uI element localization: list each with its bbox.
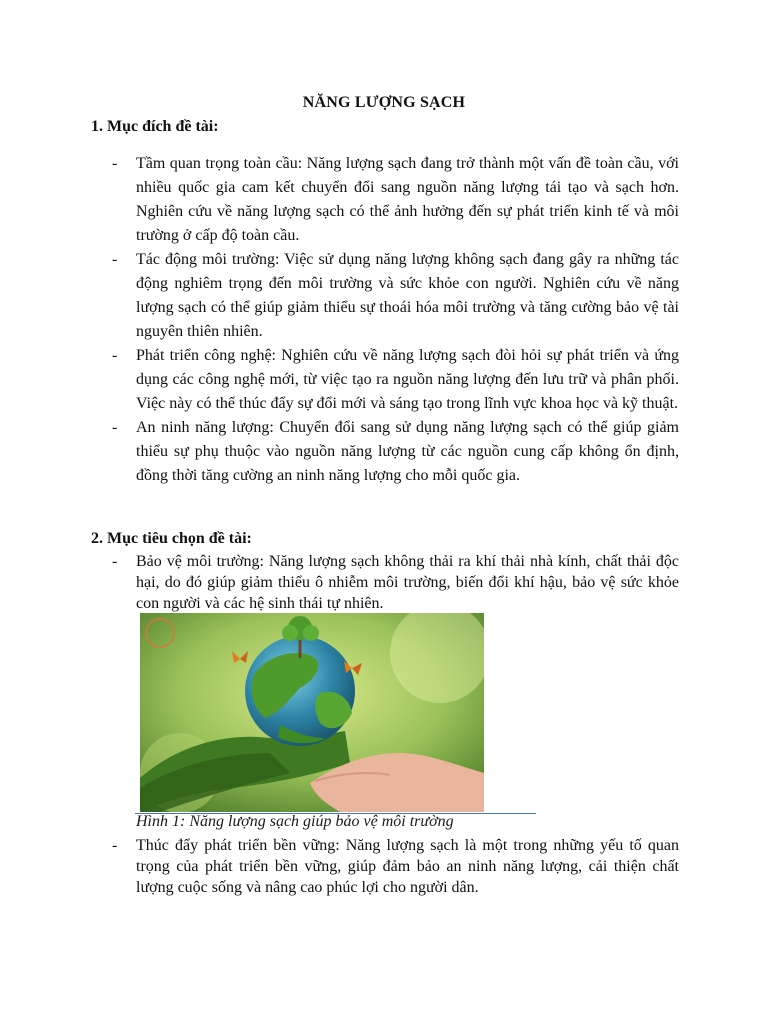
list-item (91, 248, 679, 344)
list-item-text: An ninh năng lượng: Chuyển đổi sang sử dụng năng lượng sạch có thể giúp giảm thiểu sự phụ thuộc vào nguồn năng lượng từ các nguồn cung cấp không ổn định, đồng thời tăng cường an ninh năng lượng cho mỗi quốc gia. (136, 419, 679, 484)
section-2-list-a (91, 551, 679, 614)
list-dash: - (112, 347, 118, 364)
list-item (91, 416, 679, 488)
list-dash: - (112, 155, 118, 172)
list-item-text: Tầm quan trọng toàn cầu: Năng lượng sạch đang trở thành một vấn đề toàn cầu, với nhiều quốc gia cam kết chuyển đổi sang nguồn năng lượng tái tạo và sạch hơn. Nghiên cứu về năng lượng sạch có thể ảnh hưởng đến sự phát triển kinh tế và môi trường ở cấp độ toàn cầu. (136, 155, 679, 244)
list-dash: - (112, 553, 118, 570)
figure-caption: Hình 1: Năng lượng sạch giúp bảo vệ môi trường (136, 813, 454, 830)
list-item (91, 344, 679, 416)
document-title: NĂNG LƯỢNG SẠCH (302, 94, 466, 111)
list-item-text: Phát triển công nghệ: Nghiên cứu về năng lượng sạch đòi hỏi sự phát triển và ứng dụng các công nghệ mới, từ việc tạo ra nguồn năng lượng đến lưu trữ và phân phối. Việc này có thể thúc đẩy sự đổi mới và sáng tạo trong lĩnh vực khoa học và kỹ thuật. (136, 347, 679, 412)
list-item-text: Tác động môi trường: Việc sử dụng năng lượng không sạch đang gây ra những tác động nghiêm trọng đến môi trường và sức khỏe con người. Nghiên cứu về năng lượng sạch có thể giúp giảm thiểu sự thoái hóa môi trường và tăng cường bảo vệ tài nguyên thiên nhiên. (136, 251, 679, 340)
section-2-list-b (91, 835, 679, 898)
list-item-text: Thúc đẩy phát triển bền vững: Năng lượng sạch là một trong những yếu tố quan trọng của phát triển bền vững, giúp đảm bảo an ninh năng lượng, cải thiện chất lượng cuộc sống và nâng cao phúc lợi cho người dân. (136, 837, 679, 896)
section-1-heading: 1. Mục đích đề tài: (91, 118, 219, 135)
list-item-text: Bảo vệ môi trường: Năng lượng sạch không thải ra khí thải nhà kính, chất thải độc hại, do đó giúp giảm thiểu ô nhiễm môi trường, biến đổi khí hậu, bảo vệ sức khỏe con người và các hệ sinh thái tự nhiên. (136, 553, 679, 612)
list-item (91, 835, 679, 898)
list-dash: - (112, 837, 118, 854)
earth-in-hands-icon (140, 613, 484, 812)
list-item (91, 152, 679, 248)
list-item (91, 551, 679, 614)
list-dash: - (112, 251, 118, 268)
list-dash: - (112, 419, 118, 436)
figure-image (140, 613, 484, 812)
section-2-heading: 2. Mục tiêu chọn đề tài: (91, 530, 252, 547)
section-1-list (91, 152, 679, 488)
